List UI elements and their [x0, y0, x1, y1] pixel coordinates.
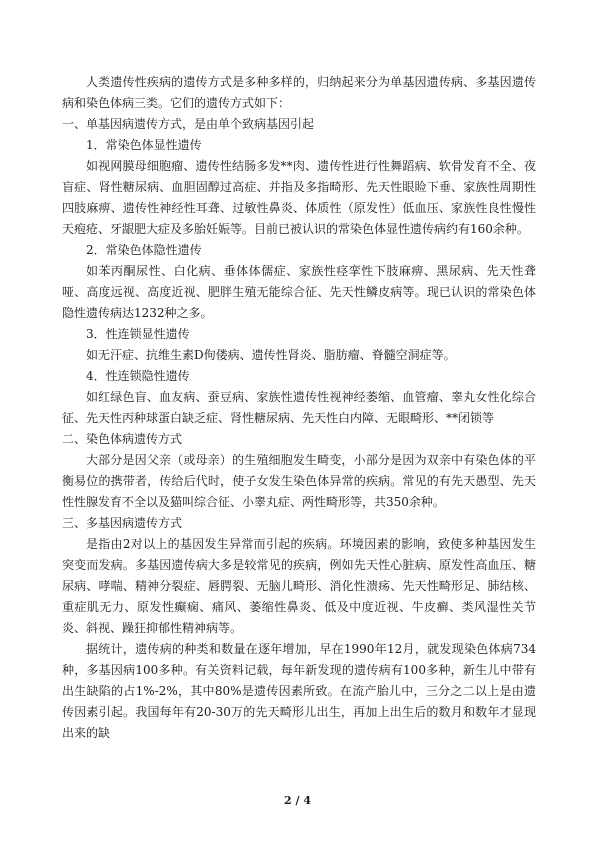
paragraph: 如无汗症、抗维生素D佝偻病、遗传性肾炎、脂肪瘤、脊髓空洞症等。: [86, 348, 456, 362]
paragraph: 大部分是因父亲（或母亲）的生殖细胞发生畸变，小部分是因为双亲中有染色体的平衡易位的携带者，传给后代时，使子女发生染色体异常的疾病。常见的有先天愚型、先天性性腺发育不全以及猫叫综合征、小睾丸症、两性畸形等，共350余种。: [62, 453, 536, 509]
section-heading: 一、单基因病遗传方式，是由单个致病基因引起: [62, 117, 315, 131]
paragraph: 是指由2对以上的基因发生异常而引起的疾病。环境因素的影响，致使多种基因发生突变而发病。多基因遗传病大多是较常见的疾病，例如先天性心脏病、原发性高血压、糖尿病、哮喘、精神分裂症、唇腭裂、无脑儿畸形、消化性溃疡、先天性畸形足、肺结核、重症肌无力、原发性癫痫、痛风、萎缩性鼻炎、低及中度近视、牛皮癣、类风湿性关节炎、斜视、躁狂抑郁性精神病等。: [62, 537, 536, 635]
page-number: 2 / 4: [284, 794, 311, 807]
paragraph: 如苯丙酮尿性、白化病、垂体体儒症、家族性痉挛性下肢麻痹、黑尿病、先天性聋哑、高度远视、高度近视、肥胖生殖无能综合征、先天性鳞皮病等。现已认识的常染色体隐性遗传病达1232种之多。: [62, 264, 536, 320]
paragraph: 如视网膜母细胞瘤、遗传性结肠多发**肉、遗传性进行性舞蹈病、软骨发育不全、夜盲症、肾性糖尿病、血胆固醇过高症、并指及多指畸形、先天性眼睑下垂、家族性周期性四肢麻痹、遗传性神经性耳聋、过敏性鼻炎、体质性（原发性）低血压、家族性良性慢性天疱疮、牙龈肥大症及多胎妊娠等。目前已被认识的常染色体显性遗传病约有160余种。: [62, 159, 536, 236]
document-body: [62, 72, 536, 744]
paragraph: 人类遗传性疾病的遗传方式是多种多样的，归纳起来分为单基因遗传病、多基因遗传病和染色体病三类。它们的遗传方式如下：: [62, 75, 536, 110]
paragraph: 据统计，遗传病的种类和数量在逐年增加，早在1990年12月，就发现染色体病734种，多基因病100多种。有关资料记载，每年新发现的遗传病有100多种，新生儿中带有出生缺陷的占1%-2%，其中80%是遗传因素所致。在流产胎儿中，三分之二以上是由遗传因素引起。我国每年有20-30万的先天畸形儿出生，再加上出生后的数月和数年才显现出来的缺: [62, 642, 536, 740]
section-heading: 三、多基因病遗传方式: [62, 516, 183, 530]
section-heading: 二、染色体病遗传方式: [62, 432, 183, 446]
subsection-heading: 2．常染色体隐性遗传: [86, 243, 202, 257]
subsection-heading: 1．常染色体显性遗传: [86, 138, 202, 152]
subsection-heading: 3．性连锁显性遗传: [86, 327, 190, 341]
paragraph: 如红绿色盲、血友病、蚕豆病、家族性遗传性视神经萎缩、血管瘤、睾丸女性化综合征、先天性丙种球蛋白缺乏症、肾性糖尿病、先天性白内障、无眼畸形、**闭锁等: [62, 390, 536, 425]
subsection-heading: 4．性连锁隐性遗传: [86, 369, 190, 383]
